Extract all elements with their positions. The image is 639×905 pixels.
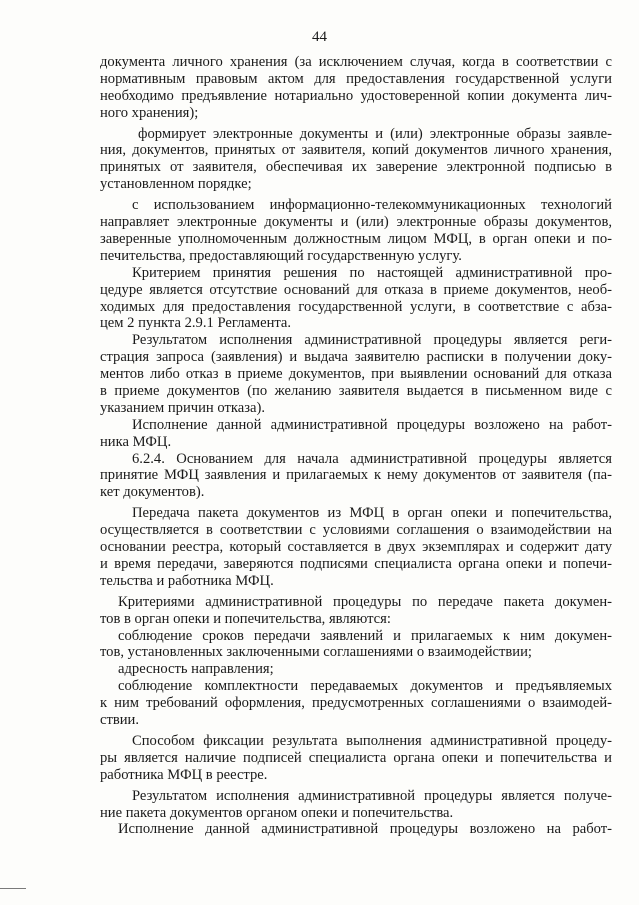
text-line: заверенные уполномоченным должностным лицом МФЦ, в орган опеки и по- (100, 230, 612, 247)
text-line: страция запроса (заявления) и выдача заявителю расписки в получении доку- (100, 349, 612, 366)
text-line: тельства и работника МФЦ. (100, 572, 274, 589)
text-line: ментов либо отказ в приеме документов, при выявлении оснований для отказа (100, 366, 612, 383)
text-line: соблюдение сроков передачи заявлений и прилагаемых к ним докумен- (118, 627, 612, 644)
text-line: с использованием информационно-телекоммуникационных технологий (132, 197, 612, 214)
page-number: 44 (312, 29, 327, 45)
text-line: ника МФЦ. (100, 433, 172, 450)
text-line: ния, документов, принятых от заявителя, копий документов личного хранения, (100, 142, 612, 159)
body-text (100, 54, 612, 838)
text-line: печительства, предоставляющий государственную услугу. (100, 247, 462, 264)
text-line: 6.2.4. Основанием для начала административной процедуры является (132, 450, 612, 467)
text-line: Исполнение данной административной процедуры возложено на работ- (118, 821, 612, 838)
text-line: осуществляется в соответствии с условиями соглашения о взаимодействии на (100, 522, 612, 539)
text-line: ры является наличие подписей специалиста органа опеки и попечительства и (100, 749, 612, 766)
text-line: ствии. (100, 712, 140, 729)
text-line: Исполнение данной административной процедуры возложено на работ- (132, 416, 612, 433)
text-line: цедуре является отсутствие оснований для отказа в приеме документов, необ- (100, 281, 612, 298)
text-line: Критериями административной процедуры по передаче пакета докумен- (118, 593, 612, 610)
text-line: к ним требований оформления, предусмотренных соглашениями о взаимодей- (100, 695, 612, 712)
text-line: ние пакета документов органом опеки и попечительства. (100, 804, 454, 821)
scan-mark (0, 888, 26, 889)
text-line: работника МФЦ в реестре. (100, 766, 268, 783)
text-line: Способом фиксации результата выполнения административной процеду- (132, 732, 612, 749)
text-line: основании реестра, который составляется в двух экземплярах и содержит дату (100, 539, 612, 556)
text-line: и время передачи, заверяются подписями специалиста органа опеки и попечи- (100, 555, 612, 572)
text-line: ного хранения); (100, 104, 199, 121)
text-line: цем 2 пункта 2.9.1 Регламента. (100, 315, 292, 332)
text-line: адресность направления; (118, 661, 274, 678)
text-line: соблюдение комплектности передаваемых документов и предъявляемых (118, 678, 612, 695)
text-line: формирует электронные документы и (или) электронные образы заявле- (138, 125, 612, 142)
text-line: в приеме документов (по желанию заявителя выдается в письменном виде с (100, 382, 612, 399)
text-line: тов, установленных заключенными соглашениями о взаимодействии; (100, 644, 532, 661)
text-line: установленном порядке; (100, 176, 252, 193)
text-line: Критерием принятия решения по настоящей административной про- (132, 264, 612, 281)
text-line: указанием причин отказа). (100, 399, 265, 416)
text-line: принятие МФЦ заявления и прилагаемых к нему документов от заявителя (па- (100, 467, 612, 484)
text-line: тов в орган опеки и попечительства, являются: (100, 610, 391, 627)
text-line: принятых от заявителя, обеспечивая их заверение электронной подписью в (100, 159, 612, 176)
text-line: документа личного хранения (за исключением случая, когда в соответствии с (100, 54, 612, 70)
text-line: кет документов). (100, 484, 205, 501)
text-line: нормативным правовым актом для предоставления государственной услуги (100, 70, 612, 87)
text-line: направляет электронные документы и (или) электронные образы документов, (100, 214, 612, 231)
text-line: Результатом исполнения административной процедуры является получе- (132, 787, 612, 804)
text-line: ходимых для предоставления государственной услуги, в соответствие с абза- (100, 298, 612, 315)
text-line: необходимо предъявление нотариально удостоверенной копии документа лич- (100, 87, 612, 104)
text-line: Передача пакета документов из МФЦ в орган опеки и попечительства, (132, 505, 612, 522)
text-line: Результатом исполнения административной процедуры является реги- (132, 332, 612, 349)
